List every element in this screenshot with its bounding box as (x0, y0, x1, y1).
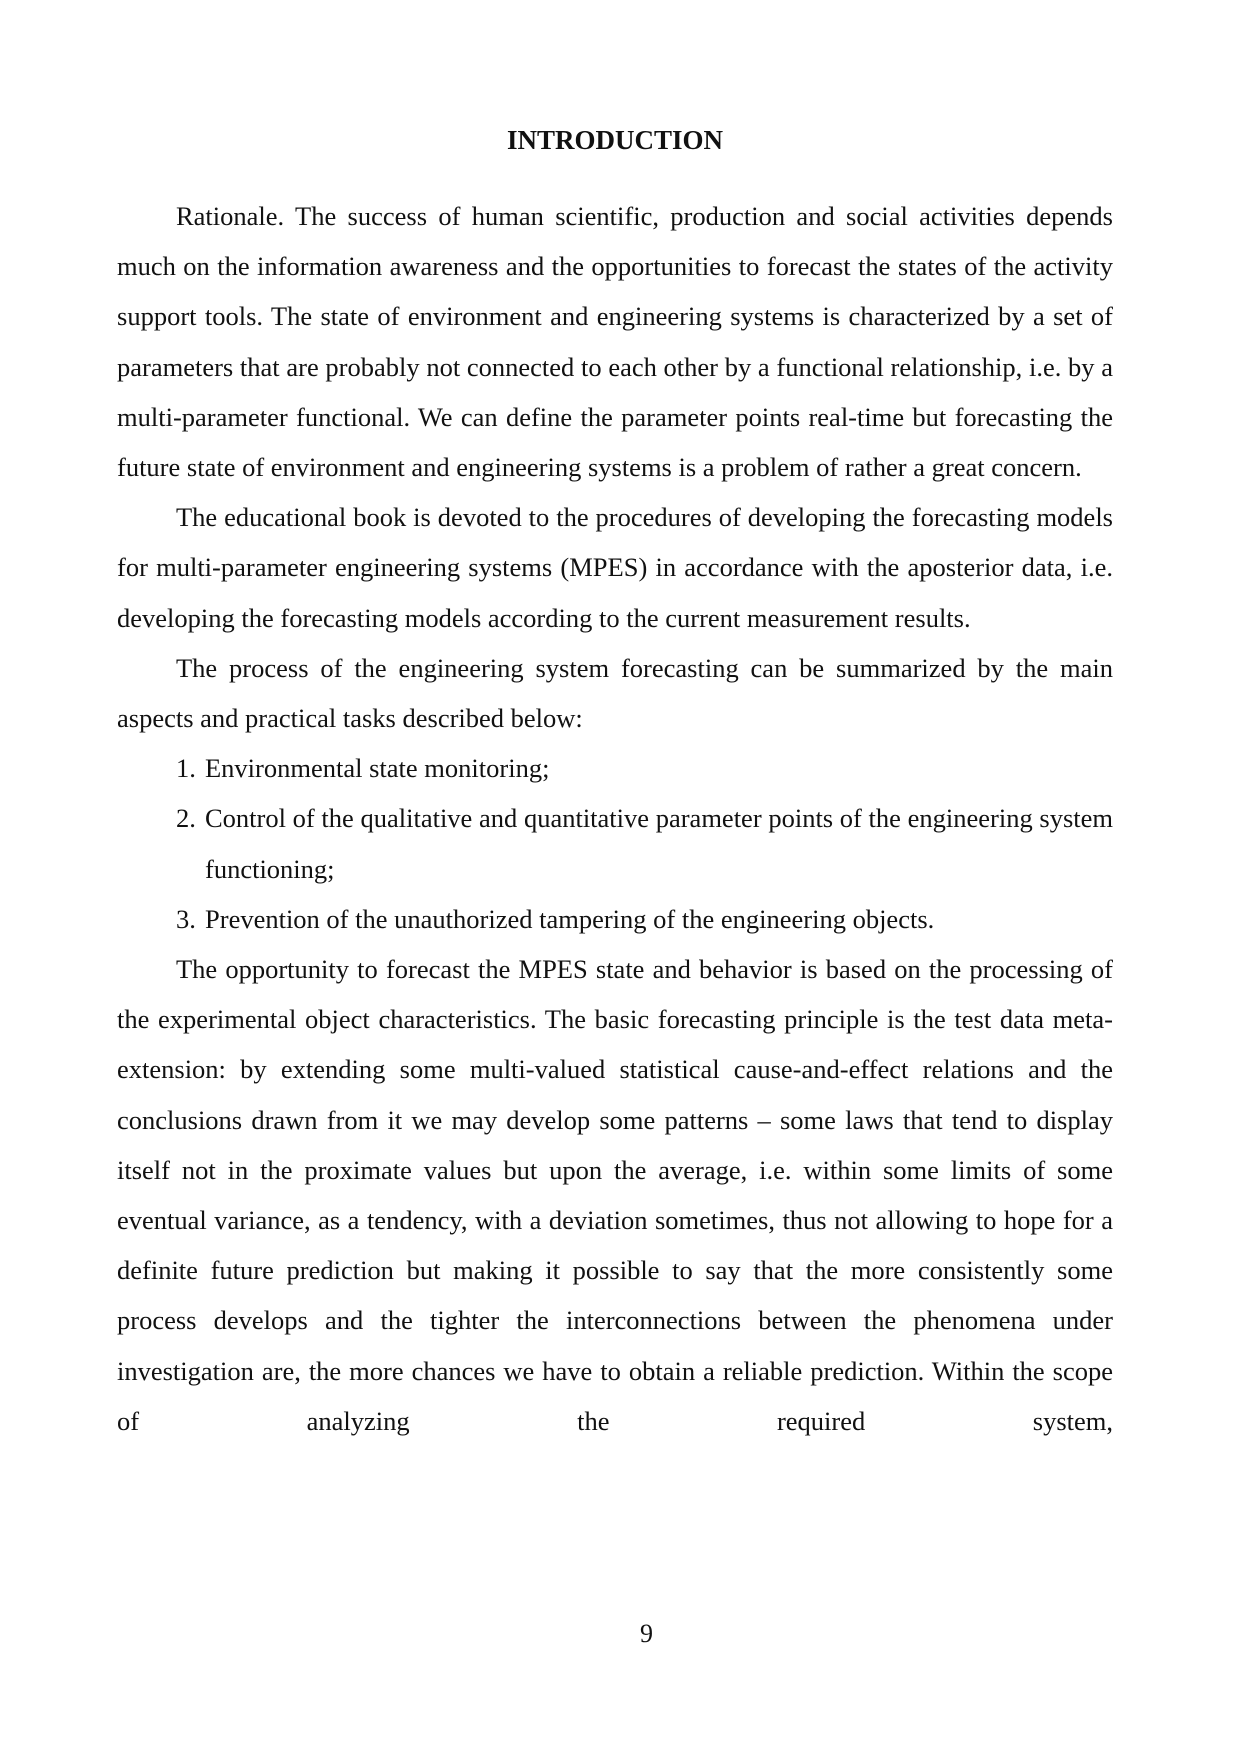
list-item-text: Control of the qualitative and quantitative parameter points of the engineering system functioning; (205, 803, 1113, 884)
paragraph-educational-book: The educational book is devoted to the procedures of developing the forecasting models for multi-parameter engineering systems (MPES) in accordance with the aposterior data, i.e. developing the forecasting models according to the current measurement results. (117, 502, 1113, 633)
section-heading: INTRODUCTION (506, 125, 724, 155)
paragraph-process-summary: The process of the engineering system forecasting can be summarized by the main aspects and practical tasks described below: (117, 652, 1113, 734)
list-item-number: 1. (176, 753, 196, 784)
list-item (117, 793, 1113, 893)
page-number: 9 (640, 1619, 653, 1648)
list-item-number: 3. (176, 903, 196, 934)
paragraph-rationale: Rationale. The success of human scientific, production and social activities depends much on the information awareness and the opportunities to forecast the states of the activity support tools. The state of environment and engineering systems is characterized by a set of parameters that are probably not connected to each other by a functional relationship, i.e. by a multi-parameter functional. We can define the parameter points real-time but forecasting the future state of environment and engineering systems is a problem of rather a great concern. (117, 201, 1113, 483)
task-list (117, 743, 1113, 944)
body-text (117, 191, 1113, 1446)
paragraph-forecast-opportunity: The opportunity to forecast the MPES state and behavior is based on the processing of the experimental object characteristics. The basic forecasting principle is the test data meta-extension: by extending some multi-valued statistical cause-and-effect relations and the conclusions drawn from it we may develop some patterns – some laws that tend to display itself not in the proximate values but upon the average, i.e. within some limits of some eventual variance, as a tendency, with a deviation sometimes, thus not allowing to hope for a definite future prediction but making it possible to say that the more consistently some process develops and the tighter the interconnections between the phenomena under investigation are, the more chances we have to obtain a reliable prediction. Within the scope of analyzing the required system, (117, 954, 1113, 1436)
list-item-text: Prevention of the unauthorized tampering of the engineering objects. (205, 903, 935, 934)
list-item (117, 743, 1113, 793)
list-item-text: Environmental state monitoring; (205, 753, 550, 784)
list-item-number: 2. (176, 803, 196, 834)
list-item (117, 894, 1113, 944)
